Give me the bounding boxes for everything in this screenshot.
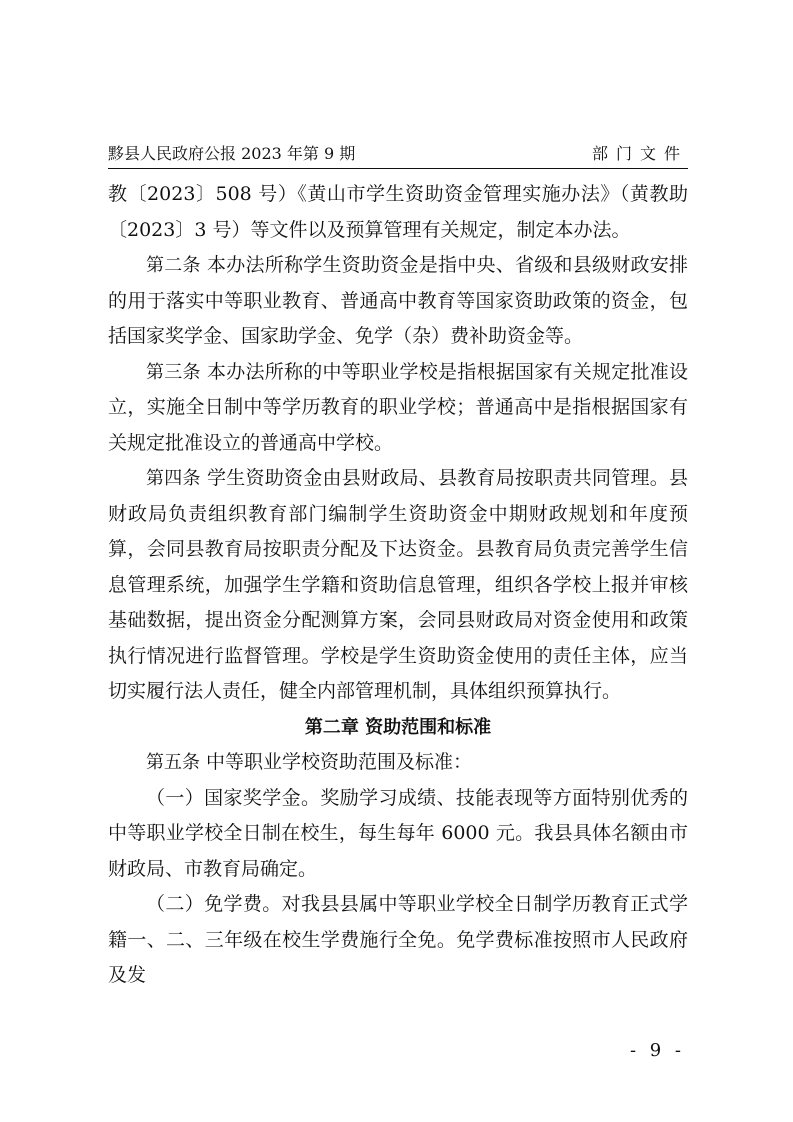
item-text: （二）免学费。对我县县属中等职业学校全日制学历教育正式学籍一、二、三年级在校生学费施行全免。免学费标准按照市人民政府及发 (108, 893, 688, 986)
article-number: 第五条 (146, 752, 200, 773)
item-text: （一）国家奖学金。奖励学习成绩、技能表现等方面特别优秀的中等职业学校全日制在校生，每生每年 6000 元。我县具体名额由市财政局、市教育局确定。 (108, 786, 688, 880)
chapter-heading: 第二章 资助范围和标准 (304, 716, 492, 738)
article-4 (108, 461, 688, 710)
header-publication: 黟县人民政府公报 2023 年第 9 期 (108, 144, 356, 163)
article-text: 中等职业学校资助范围及标准： (200, 751, 473, 773)
article-number: 第二条 (146, 255, 201, 276)
article-text: 本办法所称学生资助资金是指中央、省级和县级财政安排的用于落实中等职业教育、普通高中教育等国家资助政策的资金，包括国家奖学金、国家助学金、免学（杂）费补助资金等。 (108, 254, 688, 347)
paragraph-continuation (108, 177, 688, 248)
page-number: - 9 - (629, 1040, 685, 1061)
item-1 (108, 781, 688, 888)
header-section: 部门文件 (591, 144, 688, 163)
article-5 (108, 745, 688, 781)
paragraph-text: 教〔2023〕508 号）《黄山市学生资助资金管理实施办法》（黄教助〔2023〕3 号）等文件以及预算管理有关规定，制定本办法。 (108, 183, 688, 241)
item-2 (108, 887, 688, 994)
page-header (108, 141, 688, 167)
document-body (108, 177, 688, 994)
article-number: 第三条 (146, 361, 201, 383)
article-number: 第四条 (146, 468, 201, 489)
article-2 (108, 248, 688, 355)
article-text: 本办法所称的中等职业学校是指根据国家有关规定批准设立，实施全日制中等学历教育的职业学校；普通高中是指根据国家有关规定批准设立的普通高中学校。 (108, 360, 688, 454)
article-3 (108, 355, 688, 462)
header-rule (108, 168, 688, 169)
article-text: 学生资助资金由县财政局、县教育局按职责共同管理。县财政局负责组织教育部门编制学生资助资金中期财政规划和年度预算，会同县教育局按职责分配及下达资金。县教育局负责完善学生信息管理系统，加强学生学籍和资助信息管理，组织各学校上报并审核基础数据，提出资金分配测算方案，会同县财政局对资金使用和政策执行情况进行监督管理。学校是学生资助资金使用的责任主体，应当切实履行法人责任，健全内部管理机制，具体组织预算执行。 (108, 467, 688, 702)
